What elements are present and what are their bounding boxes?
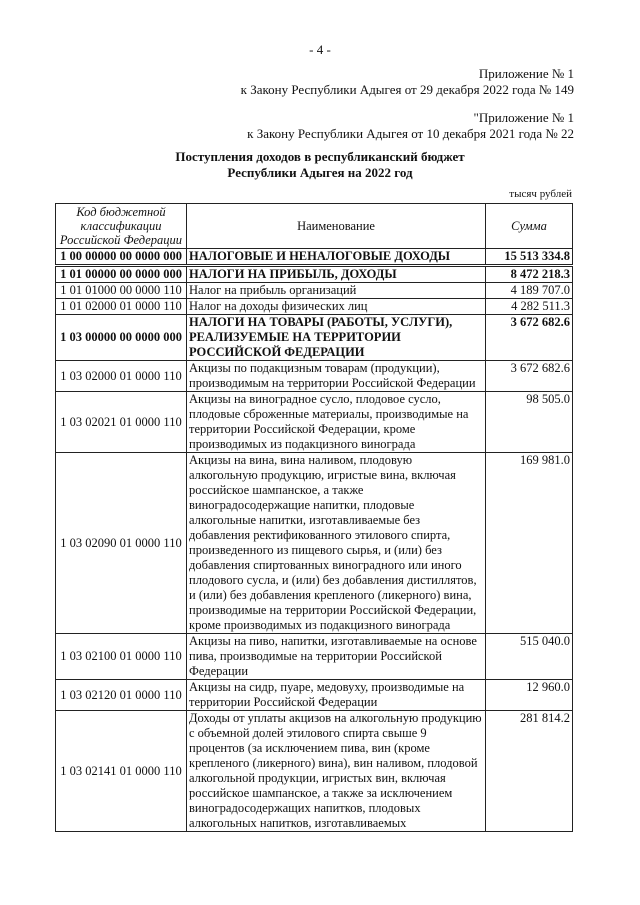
row-sum: 169 981.0 — [486, 453, 573, 634]
table-row — [56, 283, 573, 299]
table-row — [56, 266, 573, 283]
table-row — [56, 711, 573, 832]
row-code: 1 01 02000 01 0000 110 — [56, 299, 187, 315]
row-name: Налог на прибыль организаций — [187, 283, 486, 299]
appendix-number-original: "Приложение № 1 — [473, 110, 574, 125]
title-line-1: Поступления доходов в республиканский бюджет — [175, 149, 465, 164]
row-sum: 515 040.0 — [486, 634, 573, 680]
table-header-row — [56, 204, 573, 249]
row-sum: 4 189 707.0 — [486, 283, 573, 299]
table-row — [56, 453, 573, 634]
revenue-table — [55, 203, 573, 832]
row-sum: 98 505.0 — [486, 392, 573, 453]
page-number: - 4 - — [309, 42, 331, 57]
row-sum: 281 814.2 — [486, 711, 573, 832]
row-name: Налог на доходы физических лиц — [187, 299, 486, 315]
row-sum: 15 513 334.8 — [486, 249, 573, 266]
row-code: 1 03 00000 00 0000 000 — [56, 315, 187, 361]
table-row — [56, 634, 573, 680]
row-name: Доходы от уплаты акцизов на алкогольную продукцию с объемной долей этилового спирта свыше 9 процентов (за исключением пива, вин (кроме крепленого (ликерного) вина), вин наливом, плодовой алкогольной продукции, игристых вин, включая российское шампанское, а также за исключением виноградосодержащих напитков, плодовых алкогольных напитков, изготавливаемых — [187, 711, 486, 832]
row-sum: 3 672 682.6 — [486, 315, 573, 361]
column-header-code: Код бюджетной классификации Российской Федерации — [56, 204, 187, 249]
row-name: НАЛОГОВЫЕ И НЕНАЛОГОВЫЕ ДОХОДЫ — [187, 249, 486, 266]
appendix-number: Приложение № 1 — [478, 66, 574, 81]
row-name: Акцизы на вина, вина наливом, плодовую алкогольную продукцию, игристые вина, включая российское шампанское, а также виноградосодержащие напитки, плодовые алкогольные напитки, изготавливаемые без добавления ректификованного этилового спирта, произведенного из пищевого сырья, и (или) без добавления спиртованных виноградного или иного плодового сусла, и (или) без добавления дистиллятов, и (или) без добавления крепленого (ликерного) вина, производимые на территории Российской Федерации, кроме производимых из подакцизного винограда — [187, 453, 486, 634]
appendix-law-reference: к Закону Республики Адыгея от 29 декабря 2022 года № 149 — [240, 82, 574, 97]
row-code: 1 03 02000 01 0000 110 — [56, 361, 187, 392]
row-code: 1 03 02141 01 0000 110 — [56, 711, 187, 832]
row-code: 1 00 00000 00 0000 000 — [56, 249, 187, 266]
row-sum: 4 282 511.3 — [486, 299, 573, 315]
row-name: Акцизы на пиво, напитки, изготавливаемые на основе пива, производимые на территории Российской Федерации — [187, 634, 486, 680]
appendix-law-reference-original: к Закону Республики Адыгея от 10 декабря 2021 года № 22 — [247, 126, 574, 141]
appendix-header-new — [241, 66, 574, 98]
table-row — [56, 680, 573, 711]
appendix-header-original — [247, 110, 574, 142]
row-code: 1 03 02090 01 0000 110 — [56, 453, 187, 634]
row-code: 1 01 01000 00 0000 110 — [56, 283, 187, 299]
table-row — [56, 315, 573, 361]
row-sum: 3 672 682.6 — [486, 361, 573, 392]
table-row — [56, 249, 573, 266]
row-name: Акцизы на сидр, пуаре, медовуху, производимые на территории Российской Федерации — [187, 680, 486, 711]
row-code: 1 01 00000 00 0000 000 — [56, 266, 187, 283]
document-title — [0, 149, 640, 181]
table-row — [56, 299, 573, 315]
row-code: 1 03 02100 01 0000 110 — [56, 634, 187, 680]
column-header-sum: Сумма — [486, 204, 573, 249]
row-name: Акцизы по подакцизным товарам (продукции), производимым на территории Российской Федерации — [187, 361, 486, 392]
table-row — [56, 392, 573, 453]
title-line-2: Республики Адыгея на 2022 год — [227, 165, 413, 180]
row-name: НАЛОГИ НА ПРИБЫЛЬ, ДОХОДЫ — [187, 266, 486, 283]
row-code: 1 03 02120 01 0000 110 — [56, 680, 187, 711]
column-header-name: Наименование — [187, 204, 486, 249]
table-row — [56, 361, 573, 392]
row-name: Акцизы на виноградное сусло, плодовое сусло, плодовые сброженные материалы, производимые на территории Российской Федерации, кроме производимых из подакцизного винограда — [187, 392, 486, 453]
row-code: 1 03 02021 01 0000 110 — [56, 392, 187, 453]
row-sum: 8 472 218.3 — [486, 266, 573, 283]
row-name: НАЛОГИ НА ТОВАРЫ (РАБОТЫ, УСЛУГИ), РЕАЛИЗУЕМЫЕ НА ТЕРРИТОРИИ РОССИЙСКОЙ ФЕДЕРАЦИИ — [187, 315, 486, 361]
units-label: тысяч рублей — [509, 188, 572, 200]
row-sum: 12 960.0 — [486, 680, 573, 711]
